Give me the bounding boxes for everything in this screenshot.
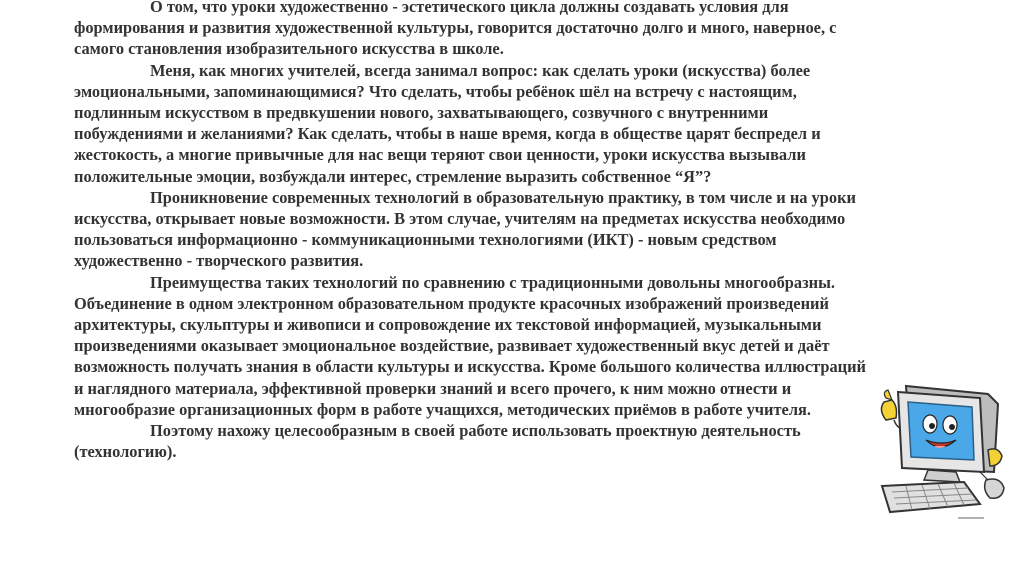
body-text <box>74 0 874 462</box>
image-credit-mark <box>958 516 984 521</box>
paragraph-2: Меня, как многих учителей, всегда занимал вопрос: как сделать уроки (искусства) более эмоциональными, запоминающимися? Что сделать, чтобы ребёнок шёл на встречу с настоящим, подлинным искусством в предвкушении нового, захватывающего, созвучного с внутренними побуждениями и желаниями? Как сделать, чтобы в наше время, когда в обществе царят беспредел и жестокость, а многие привычные для нас вещи теряют свои ценности, уроки искусства вызывали положительные эмоции, возбуждали интерес, стремление выразить собственное “Я”? <box>74 60 821 186</box>
paragraph-3: Проникновение современных технологий в образовательную практику, в том числе и на уроки искусства, открывает новые возможности. В этом случае, учителям на предметах искусства необходимо пользоваться информационно - коммуникационными технологиями (ИКТ) - новым средством художественно - творческого развития. <box>74 187 856 271</box>
cartoon-computer-icon <box>876 376 1010 516</box>
paragraph-5: Поэтому нахожу целесообразным в своей работе использовать проектную деятельность (технологию). <box>74 421 801 462</box>
paragraph-4: Преимущества таких технологий по сравнению с традиционными довольны многообразны. Объединение в одном электронном образовательном продукте красочных изображений произведений архитектуры, скульптуры и живописи и сопровождение их текстовой информацией, музыкальными произведениями оказывает эмоциональное воздействие, развивает художественный вкус детей и даёт возможность получать знания в области культуры и искусства. Кроме большого количества иллюстраций и наглядного материала, эффективной проверки знаний и всего прочего, к ним можно отнести и многообразие организационных форм в работе учащихся, методических приёмов в работе учителя. <box>74 272 867 419</box>
paragraph-1: О том, что уроки художественно - эстетического цикла должны создавать условия для формирования и развития художественной культуры, говорится достаточно долго и много, наверное, с самого становления изобразительного искусства в школе. <box>74 0 837 59</box>
